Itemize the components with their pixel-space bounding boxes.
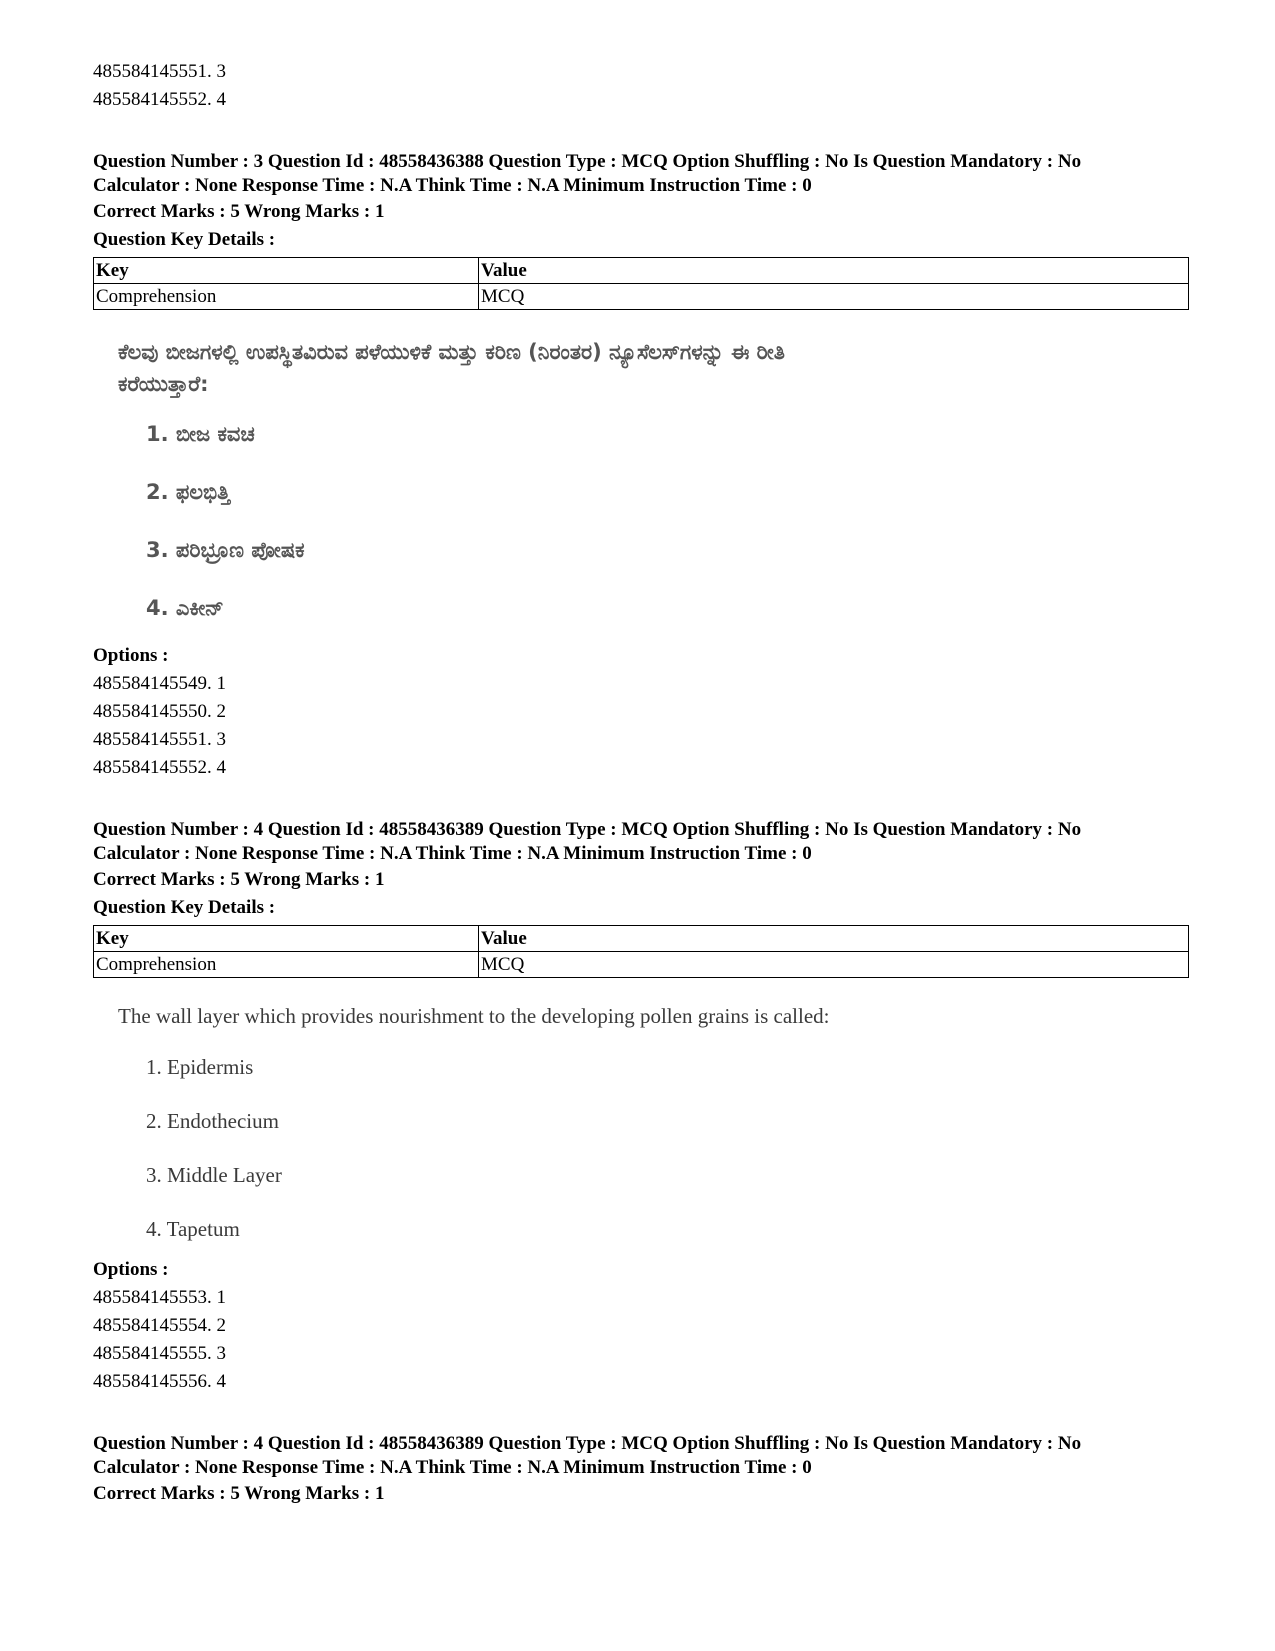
question-meta: Calculator : None Response Time : N.A Think Time : N.A Minimum Instruction Time : 0 <box>93 843 812 864</box>
question-stem: ಕೆಲವು ಬೀಜಗಳಲ್ಲಿ ಉಪಸ್ಥಿತವಿರುವ ಪಳೆಯುಳಿಕೆ ಮತ್ತು ಕರಿಣ (ನಿರಂತರ) ನ್ಯೂಸೆಲಸ್‌ಗಳನ್ನು ಈ ರೀತಿ <box>118 340 785 364</box>
option-line: 485584145551. 3 <box>93 61 226 82</box>
table-cell-value: MCQ <box>479 952 1189 978</box>
option-line: 485584145556. 4 <box>93 1371 226 1392</box>
option-line: 485584145551. 3 <box>93 729 226 750</box>
option-line: 485584145552. 4 <box>93 757 226 778</box>
marks-line: Correct Marks : 5 Wrong Marks : 1 <box>93 869 385 890</box>
question-image <box>118 1000 1195 1268</box>
options-label: Options : <box>93 645 169 666</box>
choice-item: 1. ಬೀಜ ಕವಚ <box>146 422 255 446</box>
marks-line: Correct Marks : 5 Wrong Marks : 1 <box>93 201 385 222</box>
table-cell-key: Comprehension <box>94 952 479 978</box>
question-meta: Question Number : 3 Question Id : 48558436388 Question Type : MCQ Option Shuffling : No Is Question Mandatory : No <box>93 151 1082 172</box>
table-header-key: Key <box>94 258 479 284</box>
option-line: 485584145554. 2 <box>93 1315 226 1336</box>
table-row <box>94 284 1189 310</box>
option-line: 485584145553. 1 <box>93 1287 226 1308</box>
table-header-value: Value <box>479 926 1189 952</box>
key-details-table <box>93 925 1189 978</box>
option-line: 485584145552. 4 <box>93 89 226 110</box>
table-row <box>94 258 1189 284</box>
question-block-4-repeat <box>93 1432 1195 1508</box>
options-label: Options : <box>93 1259 169 1280</box>
table-row <box>94 926 1189 952</box>
choice-item: 1. Epidermis <box>146 1055 254 1079</box>
question-meta: Question Number : 4 Question Id : 48558436389 Question Type : MCQ Option Shuffling : No Is Question Mandatory : No <box>93 1433 1082 1454</box>
question-image <box>118 336 1195 650</box>
choice-item: 4. ಎಕೀನ್ <box>146 596 224 620</box>
table-cell-key: Comprehension <box>94 284 479 310</box>
marks-line: Correct Marks : 5 Wrong Marks : 1 <box>93 1483 385 1504</box>
question-stem: The wall layer which provides nourishment to the developing pollen grains is called: <box>118 1004 830 1028</box>
question-meta: Calculator : None Response Time : N.A Think Time : N.A Minimum Instruction Time : 0 <box>93 175 812 196</box>
choice-item: 3. ಪರಿಭ್ರೂಣ ಪೋಷಕ <box>146 538 305 562</box>
choice-list <box>118 1052 1195 1268</box>
option-line: 485584145555. 3 <box>93 1343 226 1364</box>
choice-item: 2. Endothecium <box>146 1109 279 1133</box>
option-line: 485584145549. 1 <box>93 673 226 694</box>
question-stem: ಕರೆಯುತ್ತಾರೆ: <box>118 372 209 396</box>
choice-list <box>118 418 1195 650</box>
table-cell-value: MCQ <box>479 284 1189 310</box>
key-details-label: Question Key Details : <box>93 229 276 250</box>
table-row <box>94 952 1189 978</box>
choice-item: 4. Tapetum <box>146 1217 240 1241</box>
table-header-value: Value <box>479 258 1189 284</box>
document-page <box>93 58 1195 1508</box>
table-header-key: Key <box>94 926 479 952</box>
question-meta: Calculator : None Response Time : N.A Think Time : N.A Minimum Instruction Time : 0 <box>93 1457 812 1478</box>
option-line: 485584145550. 2 <box>93 701 226 722</box>
key-details-table <box>93 257 1189 310</box>
question-block-4 <box>93 818 1195 1396</box>
choice-item: 3. Middle Layer <box>146 1163 282 1187</box>
key-details-label: Question Key Details : <box>93 897 276 918</box>
choice-item: 2. ಫಲಭಿತ್ತಿ <box>146 480 230 504</box>
question-block-3 <box>93 150 1195 782</box>
question-meta: Question Number : 4 Question Id : 48558436389 Question Type : MCQ Option Shuffling : No Is Question Mandatory : No <box>93 819 1082 840</box>
